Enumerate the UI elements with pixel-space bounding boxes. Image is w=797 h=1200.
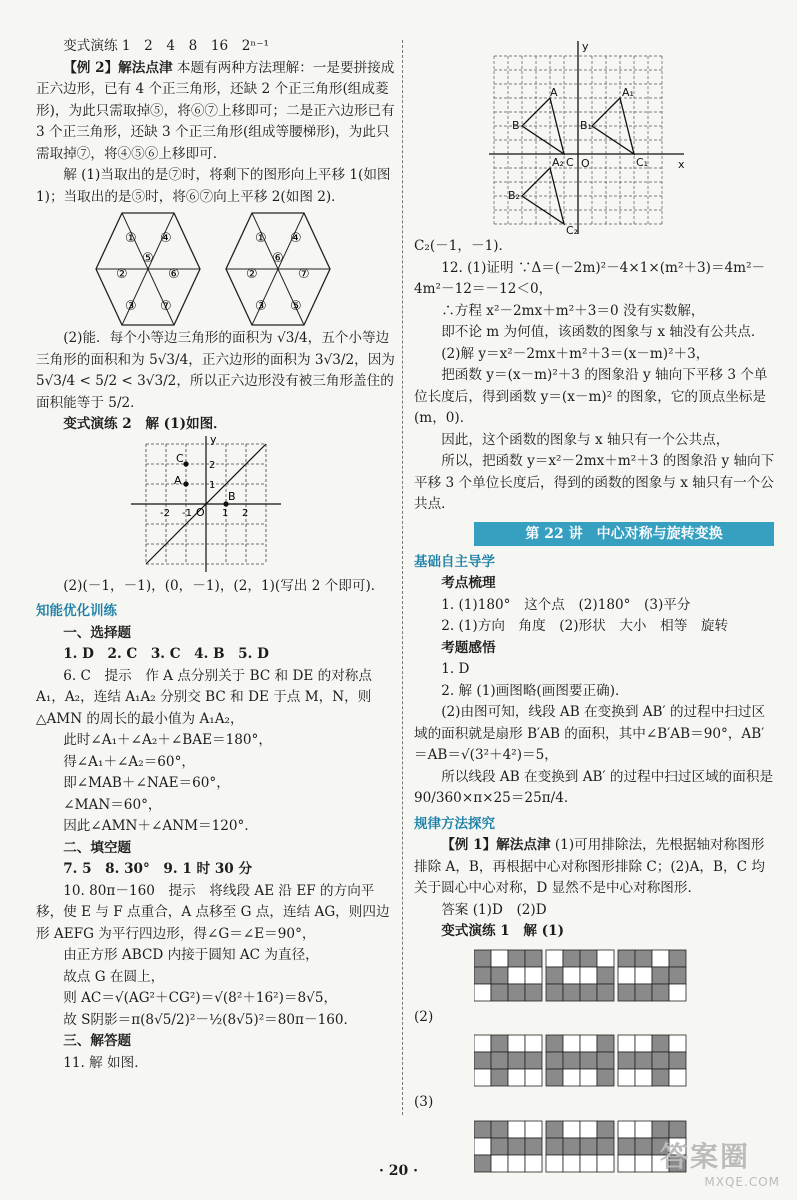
grid-cell	[597, 950, 614, 967]
section-basic: 基础自主导学	[414, 553, 495, 570]
grid-cell	[652, 1052, 669, 1069]
grid-cell	[618, 1035, 635, 1052]
c2-coordinates: C₂(－1，－1)．	[414, 238, 513, 254]
grid-cell	[508, 1069, 525, 1086]
grid-cell	[491, 984, 508, 1001]
example-2-label: 【例 2】解法点津	[63, 59, 173, 76]
plane-label-a1: A₁	[622, 86, 634, 99]
grid-cell	[508, 1121, 525, 1138]
hex-cell-label: ①	[255, 231, 267, 246]
grid-cell	[580, 1121, 597, 1138]
part-2-label: (2)	[414, 1008, 434, 1025]
q6-line: 此时∠A₁＋∠A₂＋∠BAE＝180°，	[63, 732, 272, 748]
coordinate-plane-figure	[414, 36, 774, 236]
q12-line: (2)解 y＝x²－2mx＋m²＋3＝(x－m)²＋3，	[441, 345, 710, 362]
grid-cell	[580, 1052, 597, 1069]
grid-cell	[474, 984, 491, 1001]
grid-cell	[669, 1069, 686, 1086]
q12-line: 把函数 y＝(x－m)²＋3 的图象沿 y 轴向下平移 3 个单位长度后，得到函数 y＝(x－m)² 的图象，它的顶点坐标是(m，0)．	[414, 367, 768, 426]
grid-cell	[508, 950, 525, 967]
grid-cell	[474, 1035, 491, 1052]
q12-line: 所以，把函数 y＝x²－2mx＋m²＋3 的图象沿 y 轴向下平移 3 个单位长度后，得到的函数的图象与 x 轴只有一个公共点．	[414, 453, 775, 512]
hex-cell-label: ⑦	[298, 267, 310, 282]
grid-cell	[525, 1069, 542, 1086]
tick-label-neg2: -2	[160, 507, 170, 519]
grid-cell	[597, 1121, 614, 1138]
column-divider	[402, 40, 403, 1115]
hex-cell-label: ②	[246, 267, 258, 282]
grid-cell	[563, 950, 580, 967]
grid-cell	[635, 1069, 652, 1086]
grid-cell	[635, 1035, 652, 1052]
grid-cell	[474, 1138, 491, 1155]
grid-cell	[491, 1052, 508, 1069]
bianshi-1: 变式演练 1 2 4 8 16 2ⁿ⁻¹	[63, 38, 269, 54]
hex-cell-label: ⑥	[168, 267, 180, 282]
plane-label-c1: C₁	[636, 156, 649, 169]
grid-cell	[474, 1069, 491, 1086]
tick-label-x2: 2	[242, 507, 249, 519]
grid-cell	[597, 1035, 614, 1052]
example-2-text: 本题有两种方法理解：一是要拼接成正六边形，已有 4 个正三角形，还缺 2 个正三角形(组成菱形)，为此只需取掉⑤，将⑥⑦上移即可；二是正六边形已有 3 个正三角形，还缺 3 个正三角形(组成等腰梯形)，为此只需取掉⑦，将④⑤⑥上移即可．	[36, 59, 395, 162]
section-method: 规律方法探究	[414, 815, 495, 832]
q10-line: 故 S阴影＝π(8√5/2)²－½(8√5)²＝80π－160．	[63, 1011, 358, 1028]
grid-cell	[546, 950, 563, 967]
grid-label-c: C	[176, 451, 184, 465]
example-1	[414, 835, 776, 900]
grid-cell	[669, 1035, 686, 1052]
grid-cell	[508, 967, 525, 984]
grid-cell	[474, 950, 491, 967]
grid-cell	[618, 950, 635, 967]
watermark	[660, 1135, 780, 1193]
q12-line: 12. (1)证明 ∵Δ＝(－2m)²－4×1×(m²＋3)＝4m²－4m²－12＝－12＜0，	[414, 259, 766, 297]
q12-line: 因此，这个函数的图象与 x 轴只有一个公共点，	[441, 431, 730, 448]
grid-cell	[508, 1052, 525, 1069]
point-c	[183, 461, 188, 466]
grid-cell	[669, 950, 686, 967]
grid-pattern-1	[474, 947, 694, 1005]
answer-points: (2)(－1，－1)，(0，－1)，(2，1)(写出 2 个即可)．	[63, 577, 385, 594]
hex-cell-label: ④	[290, 231, 302, 246]
grid-cell	[525, 950, 542, 967]
grid-cell	[669, 967, 686, 984]
grid-label-y: y	[210, 435, 217, 446]
grid-cell	[546, 1121, 563, 1138]
coordinate-grid-figure	[36, 436, 396, 576]
q6-line: 得∠A₁＋∠A₂＝60°，	[63, 753, 195, 770]
plane-label-c: C	[566, 156, 574, 169]
kaodian-1: 1. (1)180° 这个点 (2)180° (3)平分	[441, 596, 691, 613]
plane-label-x: x	[678, 158, 685, 171]
grid-cell	[546, 1069, 563, 1086]
lesson-banner: 第 22 讲 中心对称与旋转变换	[474, 522, 774, 546]
grid-cell	[525, 1138, 542, 1155]
grid-cell	[508, 1035, 525, 1052]
kaodian-2: 2. (1)方向 角度 (2)形状 大小 相等 旋转	[441, 618, 729, 634]
solution-2: (2)能．每个小等边三角形的面积为 √3/4，五个小等边三角形的面积和为 5√3/4，正六边形的面积为 3√3/2，因为 5√3/4 < 5/2 < 3√3/2，所以正六边形没有被三角形盖住的面积能等于 5/2．	[36, 330, 395, 411]
right-column	[414, 36, 776, 1178]
grid-cell	[525, 1121, 542, 1138]
grid-cell	[563, 1035, 580, 1052]
grid-cell	[508, 984, 525, 1001]
grid-cell	[618, 1138, 635, 1155]
grid-cell	[618, 984, 635, 1001]
grid-cell	[580, 1035, 597, 1052]
bianshi-2: 变式演练 2 解 (1)如图．	[63, 416, 227, 432]
grid-cell	[508, 1138, 525, 1155]
plane-label-b1: B₁	[580, 119, 592, 132]
grid-cell	[597, 1138, 614, 1155]
grid-cell	[652, 1035, 669, 1052]
kaoti-2a: 2. 解 (1)画图略(画图要正确)．	[441, 682, 629, 699]
grid-cell	[474, 1121, 491, 1138]
grid-cell	[546, 1138, 563, 1155]
grid-label-b: B	[228, 489, 236, 503]
grid-cell	[669, 984, 686, 1001]
grid-cell	[563, 1069, 580, 1086]
grid-cell	[580, 967, 597, 984]
q10-line: 由正方形 ABCD 内接于圆知 AC 为直径，	[63, 947, 319, 963]
kaodian-title: 考点梳理	[441, 575, 496, 591]
grid-cell	[546, 1052, 563, 1069]
grid-cell	[563, 1138, 580, 1155]
plane-label-b: B	[512, 119, 520, 132]
triangle-a2b2c2	[522, 168, 564, 224]
plane-label-a2: A₂	[552, 156, 564, 169]
q10-line: 10. 80π－160 提示 将线段 AE 沿 EF 的方向平移，使 E 与 F 点重合，A 点移至 G 点，连结 AG，则四边形 AEFG 为平行四边形，得∠G＝∠E＝90°，	[36, 882, 390, 942]
grid-cell	[618, 1052, 635, 1069]
q6-line: ∠MAN＝60°，	[63, 796, 162, 813]
tick-label-1: 1	[209, 479, 216, 491]
grid-cell	[635, 950, 652, 967]
grid-cell	[597, 1052, 614, 1069]
plane-label-y: y	[582, 40, 589, 53]
kaoti-2b: (2)由图可知，线段 AB 在变换到 AB′ 的过程中扫过区域的面积就是扇形 B′AB 的面积，其中∠B′AB＝90°，AB′＝AB＝√(3²＋4²)＝5，	[414, 704, 766, 763]
grid-cell	[597, 984, 614, 1001]
solution-1: 解 (1)当取出的是⑦时，将剩下的图形向上平移 1(如图 1)；当取出的是⑤时，将⑥⑦向上平移 2(如图 2)．	[36, 167, 391, 205]
grid-cell	[563, 984, 580, 1001]
grid-cell	[580, 950, 597, 967]
kaoti-2c: 所以线段 AB 在变换到 AB′ 的过程中扫过区域的面积是 90/360×π×25＝25π/4．	[414, 768, 774, 806]
sub-fill-blank: 二、填空题	[63, 839, 132, 856]
grid-cell	[491, 967, 508, 984]
grid-cell	[669, 1052, 686, 1069]
q12-line: 即不论 m 为何值，该函数的图象与 x 轴没有公共点．	[441, 324, 765, 340]
grid-cell	[618, 967, 635, 984]
part-3-label: (3)	[414, 1094, 434, 1110]
grid-cell	[618, 1069, 635, 1086]
grid-cell	[491, 1069, 508, 1086]
grid-cell	[635, 967, 652, 984]
grid-cell	[652, 984, 669, 1001]
grid-cell	[546, 1035, 563, 1052]
grid-cell	[525, 984, 542, 1001]
grid-cell	[652, 1069, 669, 1086]
grid-cell	[635, 984, 652, 1001]
example-1-text: (1)可用排除法，先根据轴对称图形排除 A，B，再根据中心对称图形排除 C；(2)A，B，C 均关于圆心中心对称，D 显然不是中心对称图形．	[414, 837, 765, 896]
hexagon-figure-1	[96, 213, 200, 325]
mc-answers: 1. D 2. C 3. C 4. B 5. D	[63, 646, 269, 662]
grid-cell	[580, 984, 597, 1001]
triangle-a1b1c1	[592, 98, 634, 154]
hex-cell-label: ②	[116, 267, 128, 282]
grid-cell	[635, 1052, 652, 1069]
fill-answers: 7. 5 8. 30° 9. 1 时 30 分	[63, 861, 253, 877]
kaoti-title: 考题感悟	[441, 639, 496, 656]
q10-line: 则 AC＝√(AG²＋CG²)＝√(8²＋16²)＝8√5，	[63, 990, 338, 1006]
grid-cell	[635, 1121, 652, 1138]
grid-cell	[491, 1035, 508, 1052]
grid-cell	[491, 1121, 508, 1138]
plane-label-b2: B₂	[508, 189, 520, 202]
grid-cell	[563, 1052, 580, 1069]
example-2	[36, 58, 396, 166]
grid-cell	[597, 1069, 614, 1086]
plane-label-a: A	[550, 86, 558, 99]
answer-line: 答案 (1)D (2)D	[441, 901, 547, 918]
grid-cell	[618, 1121, 635, 1138]
grid-cell	[525, 1052, 542, 1069]
grid-cell	[652, 950, 669, 967]
hexagon-figures	[36, 208, 396, 328]
watermark-line2: MXQE.COM	[704, 1175, 780, 1189]
grid-label-a: A	[174, 473, 182, 487]
grid-cell	[580, 1138, 597, 1155]
grid-cell	[563, 1121, 580, 1138]
left-column	[36, 36, 396, 1074]
q6-line: 即∠MAB＋∠NAE＝60°，	[63, 775, 230, 791]
page-number: · 20 ·	[379, 1163, 418, 1179]
q6-line: 6. C 提示 作 A 点分别关于 BC 和 DE 的对称点 A₁，A₂，连结 A₁A₂ 分别交 BC 和 DE 于点 M，N，则△AMN 的周长的最小值为 A₁A₂，	[36, 667, 372, 727]
hex-cell-label: ③	[125, 299, 137, 314]
q12-line: ∴方程 x²－2mx＋m²＋3＝0 没有实数解，	[441, 302, 705, 319]
hex-cell-label: ⑤	[290, 299, 302, 314]
hex-cell-label: ①	[125, 231, 137, 246]
grid-cell	[491, 1138, 508, 1155]
sub-answer-questions: 三、解答题	[63, 1033, 132, 1049]
grid-cell	[580, 1069, 597, 1086]
tick-label-2: 2	[209, 459, 216, 471]
hex-cell-label: ⑥	[272, 251, 284, 266]
grid-cell	[474, 1052, 491, 1069]
hex-cell-label: ③	[255, 299, 267, 314]
grid-pattern-2	[474, 1032, 694, 1090]
q10-line: 故点 G 在圆上，	[63, 968, 165, 985]
example-1-label: 【例 1】解法点津	[441, 837, 551, 853]
plane-label-c2: C₂	[566, 224, 579, 236]
grid-cell	[635, 1138, 652, 1155]
bianshi-1-right: 变式演练 1 解 (1)	[441, 923, 564, 939]
tick-label-neg1: -1	[182, 507, 192, 519]
q11: 11. 解 如图．	[63, 1054, 148, 1071]
point-a	[183, 481, 188, 486]
section-title: 知能优化训练	[36, 603, 117, 619]
kaoti-1: 1. D	[441, 661, 470, 677]
grid-cell	[652, 967, 669, 984]
hex-cell-label: ⑤	[142, 251, 154, 266]
grid-label-o: O	[196, 505, 205, 519]
grid-cell	[563, 967, 580, 984]
sub-multiple-choice: 一、选择题	[63, 624, 132, 641]
grid-cell	[546, 984, 563, 1001]
grid-cell	[597, 967, 614, 984]
grid-cell	[491, 950, 508, 967]
grid-cell	[474, 967, 491, 984]
hex-cell-label: ⑦	[160, 299, 172, 314]
plane-label-o: O	[581, 157, 590, 170]
triangle-abc	[522, 98, 564, 154]
grid-cell	[546, 967, 563, 984]
hexagon-figure-2	[226, 213, 330, 325]
watermark-line1: 答案圈	[660, 1140, 751, 1173]
q6-line: 因此∠AMN＋∠ANM＝120°．	[63, 818, 258, 834]
tick-label-x1: 1	[222, 507, 229, 519]
hex-cell-label: ④	[160, 231, 172, 246]
grid-cell	[525, 1035, 542, 1052]
grid-cell	[525, 967, 542, 984]
